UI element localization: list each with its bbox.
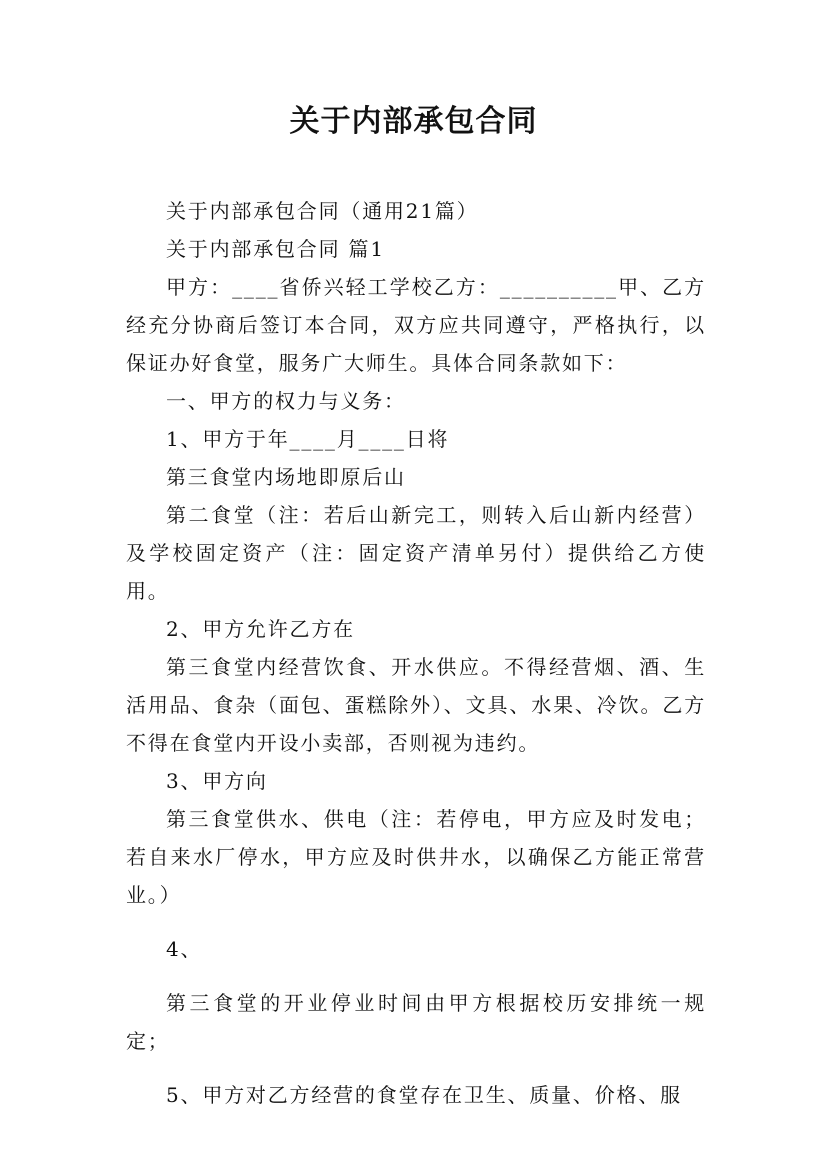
clause-1-detail-paragraph: 第二食堂（注：若后山新完工，则转入后山新内经营）及学校固定资产（注：固定资产清单另付）提供给乙方使用。	[126, 503, 706, 603]
clause-3-paragraph: 3、甲方向	[166, 769, 268, 793]
clause-3-detail-paragraph: 第三食堂供水、供电（注：若停电，甲方应及时发电；若自来水厂停水，甲方应及时供井水，以确保乙方能正常营业。）	[126, 807, 706, 907]
clause-4-detail-paragraph: 第三食堂的开业停业时间由甲方根据校历安排统一规定；	[126, 991, 706, 1053]
clause-1-paragraph: 1、甲方于年____月____日将	[166, 427, 450, 451]
clause-5-paragraph: 5、甲方对乙方经营的食堂存在卫生、质量、价格、服	[166, 1083, 682, 1107]
clause-2-paragraph: 2、甲方允许乙方在	[166, 617, 355, 641]
section-heading-paragraph: 关于内部承包合同 篇1	[166, 237, 385, 261]
clause-heading-paragraph: 一、甲方的权力与义务：	[166, 389, 406, 413]
parties-paragraph: 甲方：____省侨兴轻工学校乙方：__________甲、乙方经充分协商后签订本合同，双方应共同遵守，严格执行，以保证办好食堂，服务广大师生。具体合同条款如下：	[126, 275, 706, 375]
clause-2-detail-paragraph: 第三食堂内经营饮食、开水供应。不得经营烟、酒、生活用品、食杂（面包、蛋糕除外）、文具、水果、冷饮。乙方不得在食堂内开设小卖部，否则视为违约。	[126, 655, 706, 755]
clause-1-location-paragraph: 第三食堂内场地即原后山	[166, 465, 406, 489]
subtitle-paragraph: 关于内部承包合同（通用21篇）	[166, 199, 479, 223]
document-title: 关于内部承包合同	[289, 104, 538, 139]
clause-4-paragraph: 4、	[166, 937, 203, 961]
document-body	[126, 192, 706, 1114]
